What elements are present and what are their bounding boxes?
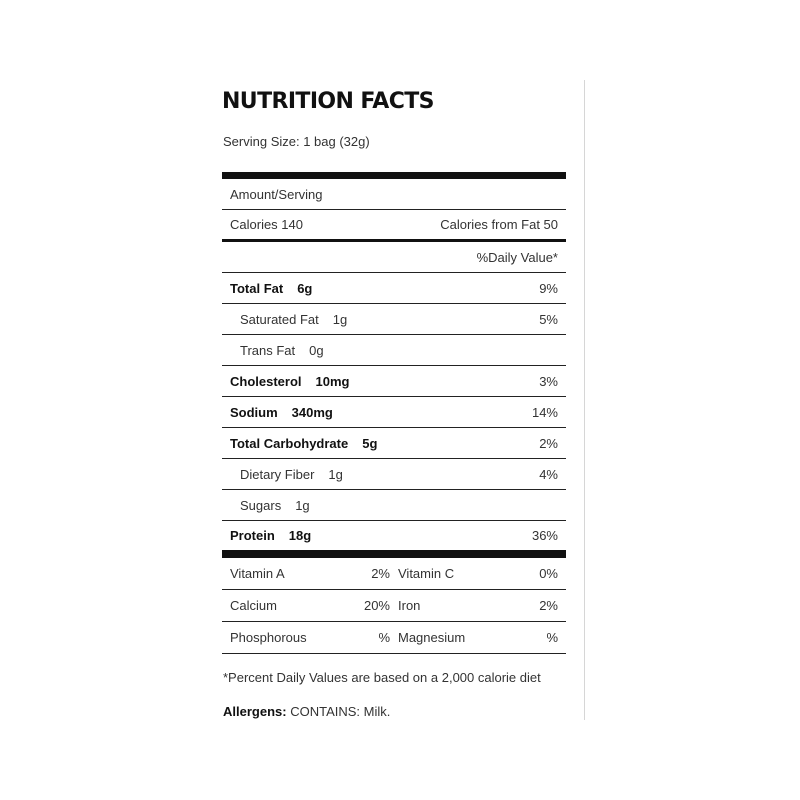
nutrient-label: Sodium [230,404,278,420]
allergens-line [223,704,390,719]
column-divider [584,80,585,720]
nutrient-amount: 5g [362,435,378,451]
calories-label: Calories 140 [230,217,303,232]
calories-row [222,210,566,242]
nutrient-dv: 3% [539,373,558,389]
nutrient-amount: 6g [297,280,313,296]
daily-value-header-row [222,242,566,273]
nutrient-label: Trans Fat [240,342,296,358]
nutrient-row-protein [222,521,566,558]
nutrient-label: Protein [230,528,275,543]
amount-serving-label: Amount/Serving [230,186,323,202]
vitamin-row [222,622,566,654]
amount-serving-row [222,179,566,210]
vitamin-value: 0% [539,566,558,581]
vitamin-label: Vitamin C [398,566,455,581]
nutrition-table [222,172,566,654]
nutrient-row-sodium [222,397,566,428]
nutrient-amount: 0g [309,342,324,358]
vitamin-row [222,558,566,590]
daily-value-footnote: *Percent Daily Values are based on a 2,000 calorie diet [223,670,541,685]
vitamin-label: Vitamin A [230,566,285,581]
vitamin-value: 2% [539,598,558,613]
nutrient-amount: 10mg [315,373,350,389]
nutrient-amount: 340mg [291,404,333,420]
allergens-value: CONTAINS: Milk. [290,704,391,719]
nutrient-label: Total Fat [230,280,284,296]
nutrient-dv: 4% [539,466,558,482]
nutrient-amount: 1g [295,497,310,513]
vitamin-value: 20% [363,598,390,613]
vitamin-label: Magnesium [398,630,466,645]
nutrient-row-dietary-fiber [222,459,566,490]
nutrient-row-sugars [222,490,566,521]
nutrient-row-total-carbohydrate [222,428,566,459]
nutrient-amount: 1g [332,311,348,327]
nutrient-dv: 9% [539,280,558,296]
daily-value-header: %Daily Value* [476,249,558,265]
calories-from-fat: Calories from Fat 50 [440,217,558,232]
nutrient-dv: 5% [539,311,558,327]
vitamin-value: % [546,630,558,645]
nutrient-label: Total Carbohydrate [230,435,349,451]
allergens-label: Allergens: [223,704,287,719]
nutrient-row-saturated-fat [222,304,566,335]
nutrient-row-trans-fat [222,335,566,366]
nutrient-dv: 36% [531,528,558,543]
nutrient-row-total-fat [222,273,566,304]
panel-title: NUTRITION FACTS [222,89,434,114]
vitamin-label: Calcium [230,598,277,613]
vitamin-row [222,590,566,622]
nutrient-row-cholesterol [222,366,566,397]
serving-size: Serving Size: 1 bag (32g) [223,134,370,149]
nutrient-amount: 18g [288,528,312,543]
nutrient-dv: 14% [531,404,558,420]
nutrient-label: Cholesterol [230,373,302,389]
nutrient-dv: 2% [539,435,558,451]
vitamin-label: Phosphorous [230,630,307,645]
vitamin-value: 2% [371,566,390,581]
nutrient-label: Dietary Fiber [240,466,315,482]
nutrient-label: Sugars [240,497,282,513]
nutrient-label: Saturated Fat [240,311,319,327]
vitamin-value: % [378,630,390,645]
nutrient-amount: 1g [328,466,343,482]
vitamin-label: Iron [398,598,421,613]
